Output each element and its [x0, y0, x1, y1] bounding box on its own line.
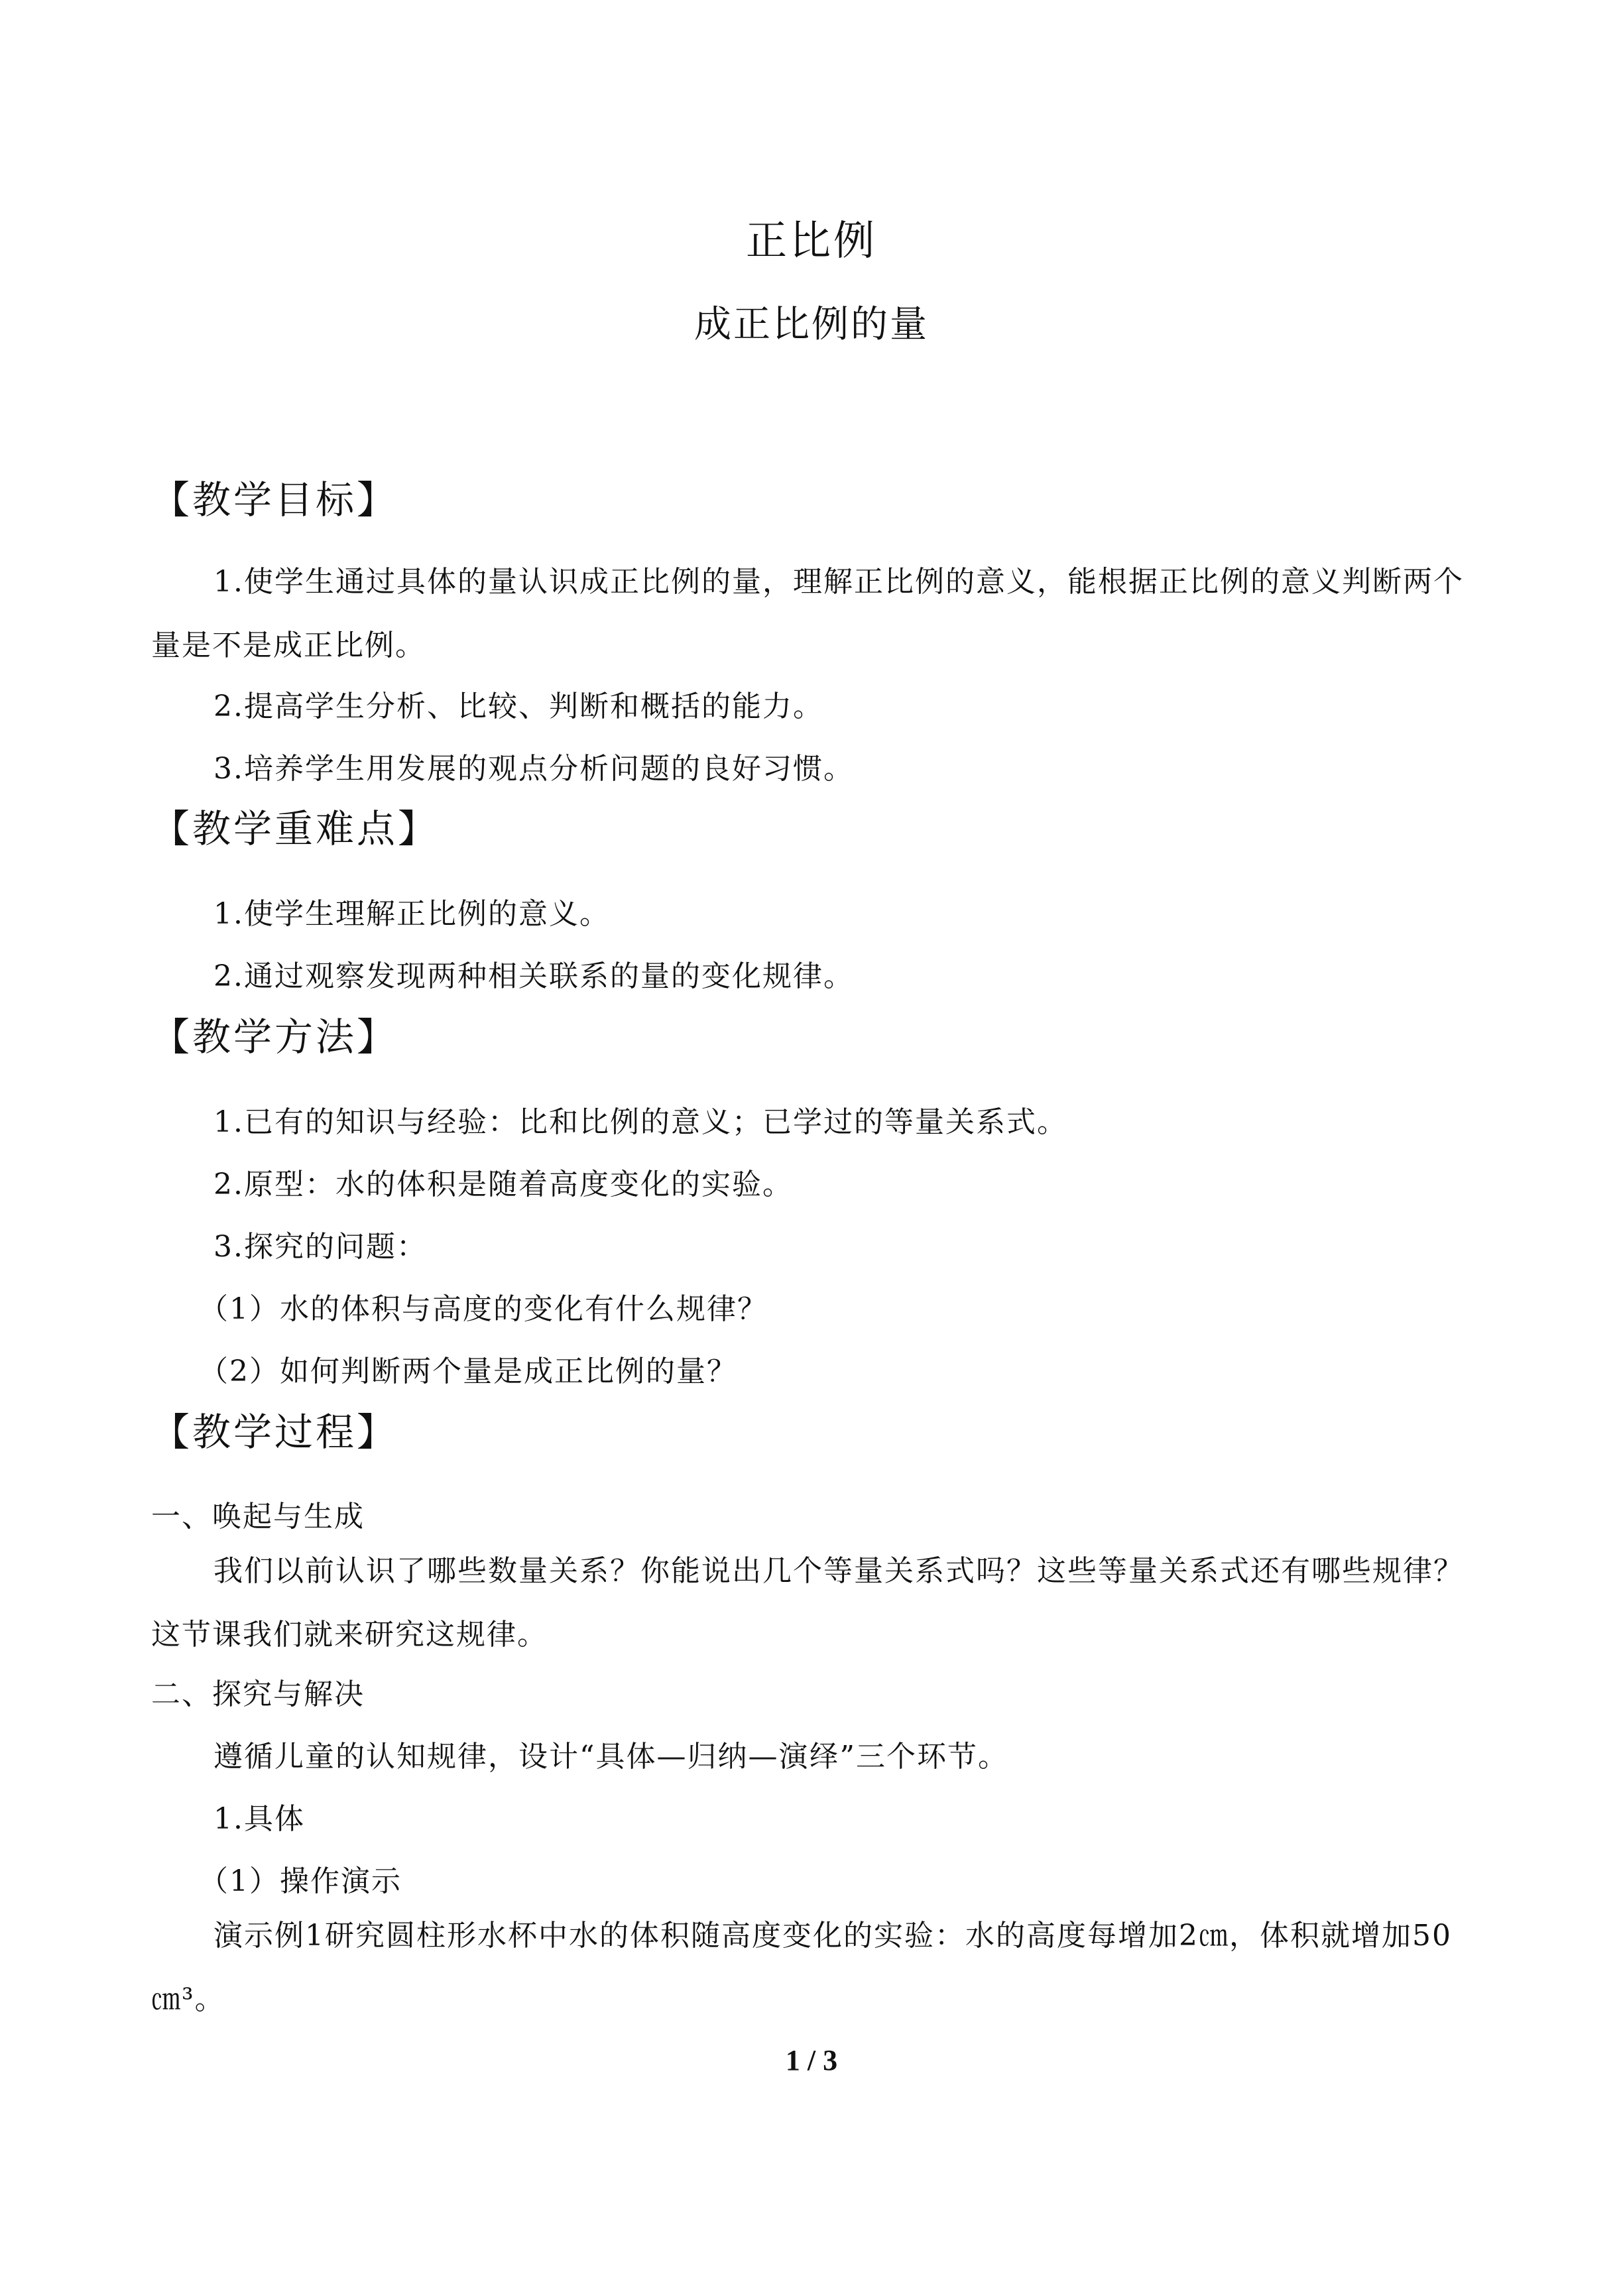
method-question-1: （1）水的体积与高度的变化有什么规律？ [199, 1292, 768, 1326]
section-heading-process: 【教学过程】 [151, 1410, 398, 1455]
method-question-2: （2）如何判断两个量是成正比例的量？ [199, 1355, 737, 1388]
method-item-3: 3.探究的问题： [213, 1230, 427, 1264]
process-step1-sub: （1）操作演示 [199, 1864, 402, 1898]
process-part2-text: 遵循儿童的认知规律，设计“具体—归纳—演绎”三个环节。 [213, 1740, 1008, 1774]
goal-item-1: 1.使学生通过具体的量认识成正比例的量，理解正比例的意义，能根据正比例的意义判断两个量是不是成正比例。 [151, 565, 1464, 662]
process-step1: 1.具体 [213, 1802, 305, 1836]
method-item-1: 1.已有的知识与经验：比和比例的意义；已学过的等量关系式。 [213, 1105, 1067, 1139]
section-heading-methods: 【教学方法】 [151, 1014, 398, 1059]
process-part2-title: 二、探究与解决 [151, 1677, 365, 1711]
keypoint-item-2: 2.通过观察发现两种相关联系的量的变化规律。 [213, 959, 854, 993]
section-heading-goals: 【教学目标】 [151, 477, 398, 522]
goal-item-2: 2.提高学生分析、比较、判断和概括的能力。 [213, 690, 823, 723]
page-subtitle: 成正比例的量 [694, 303, 929, 346]
page-title: 正比例 [745, 216, 877, 265]
section-heading-keypoints: 【教学重难点】 [151, 806, 440, 851]
method-item-2: 2.原型：水的体积是随着高度变化的实验。 [213, 1168, 793, 1201]
process-part1-title: 一、唤起与生成 [151, 1500, 365, 1534]
process-part1-text: 我们以前认识了哪些数量关系？你能说出几个等量关系式吗？这些等量关系式还有哪些规律？这节课我们就来研究这规律。 [151, 1554, 1464, 1652]
goal-item-3: 3.培养学生用发展的观点分析问题的良好习惯。 [213, 752, 854, 786]
process-demo-text: 演示例1研究圆柱形水杯中水的体积随高度变化的实验：水的高度每增加2㎝，体积就增加50㎝³。 [151, 1919, 1452, 2016]
page-number: 1 / 3 [785, 2044, 838, 2077]
keypoint-item-1: 1.使学生理解正比例的意义。 [213, 897, 610, 931]
